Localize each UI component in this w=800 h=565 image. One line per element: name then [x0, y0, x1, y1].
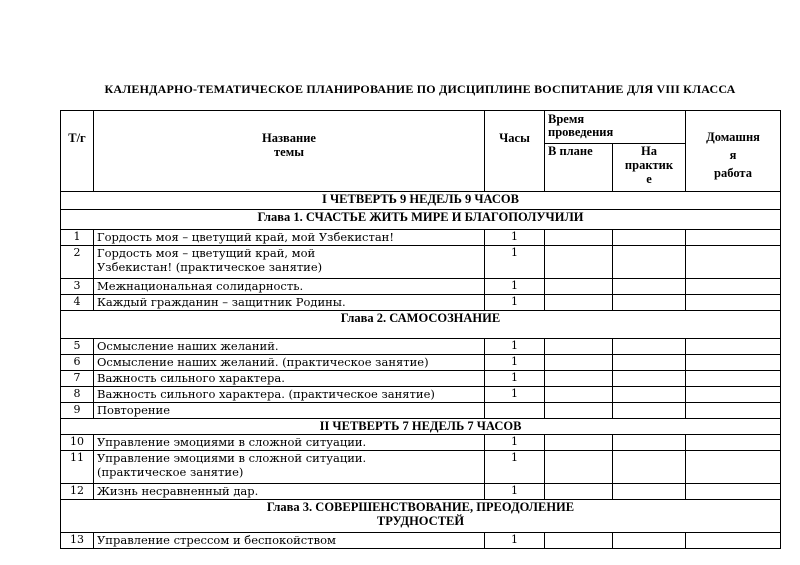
hours-cell: 1: [485, 387, 545, 403]
practice-cell: [613, 295, 686, 311]
homework-cell: [686, 403, 781, 419]
section-row: [61, 192, 781, 210]
homework-cell: [686, 435, 781, 451]
row-number: 6: [61, 355, 94, 371]
section-title: Глава 3. СОВЕРШЕНСТВОВАНИЕ, ПРЕОДОЛЕНИЕ ТРУДНОСТЕЙ: [61, 500, 781, 533]
hours-cell: 1: [485, 230, 545, 246]
practice-cell: [613, 355, 686, 371]
plan-cell: [545, 355, 613, 371]
hours-cell: 1: [485, 355, 545, 371]
plan-cell: [545, 230, 613, 246]
hours-cell: 1: [485, 295, 545, 311]
practice-cell: [613, 371, 686, 387]
row-number: 10: [61, 435, 94, 451]
practice-cell: [613, 246, 686, 279]
document-title: КАЛЕНДАРНО-ТЕМАТИЧЕСКОЕ ПЛАНИРОВАНИЕ ПО ДИСЦИПЛИНЕ ВОСПИТАНИЕ ДЛЯ VIII КЛАССА: [104, 82, 736, 96]
hours-cell: 1: [485, 435, 545, 451]
homework-cell: [686, 230, 781, 246]
table-row: [61, 295, 781, 311]
topic-cell: Важность сильного характера.: [94, 371, 485, 387]
col-header-practice: На практик е: [613, 144, 686, 192]
table-row: [61, 435, 781, 451]
row-number: 13: [61, 533, 94, 549]
row-number: 2: [61, 246, 94, 279]
col-header-plan: В плане: [545, 144, 613, 192]
row-number: 3: [61, 279, 94, 295]
homework-cell: [686, 533, 781, 549]
section-row: [61, 210, 781, 230]
plan-cell: [545, 371, 613, 387]
section-title: Глава 1. СЧАСТЬЕ ЖИТЬ МИРЕ И БЛАГОПОЛУЧИЛИ: [61, 210, 781, 230]
table-row: [61, 230, 781, 246]
row-number: 8: [61, 387, 94, 403]
section-row: [61, 419, 781, 435]
table-row: [61, 387, 781, 403]
practice-cell: [613, 435, 686, 451]
plan-cell: [545, 533, 613, 549]
practice-cell: [613, 230, 686, 246]
plan-cell: [545, 435, 613, 451]
topic-cell: Важность сильного характера. (практическое занятие): [94, 387, 485, 403]
topic-cell: Гордость моя – цветущий край, мой Узбекистан!: [94, 230, 485, 246]
topic-cell: Осмысление наших желаний.: [94, 339, 485, 355]
topic-cell: Жизнь несравненный дар.: [94, 484, 485, 500]
topic-cell: Управление эмоциями в сложной ситуации. (практическое занятие): [94, 451, 485, 484]
practice-cell: [613, 533, 686, 549]
hours-cell: 1: [485, 451, 545, 484]
row-number: 1: [61, 230, 94, 246]
homework-cell: [686, 484, 781, 500]
homework-cell: [686, 371, 781, 387]
table-row: [61, 279, 781, 295]
col-header-homework: Домашня я работа: [686, 111, 781, 192]
plan-cell: [545, 451, 613, 484]
plan-cell: [545, 295, 613, 311]
col-header-hours: Часы: [485, 111, 545, 192]
homework-cell: [686, 339, 781, 355]
table-row: [61, 246, 781, 279]
plan-cell: [545, 246, 613, 279]
table-row: [61, 371, 781, 387]
table-row: [61, 533, 781, 549]
section-row: [61, 500, 781, 533]
homework-cell: [686, 387, 781, 403]
homework-cell: [686, 279, 781, 295]
plan-cell: [545, 484, 613, 500]
header-row: [61, 111, 781, 144]
table-body: [61, 192, 781, 549]
table-row: [61, 484, 781, 500]
practice-cell: [613, 484, 686, 500]
practice-cell: [613, 451, 686, 484]
homework-cell: [686, 355, 781, 371]
topic-cell: Осмысление наших желаний. (практическое занятие): [94, 355, 485, 371]
practice-cell: [613, 279, 686, 295]
plan-cell: [545, 387, 613, 403]
topic-cell: Управление стрессом и беспокойством: [94, 533, 485, 549]
plan-cell: [545, 403, 613, 419]
homework-cell: [686, 295, 781, 311]
plan-cell: [545, 279, 613, 295]
topic-cell: Каждый гражданин – защитник Родины.: [94, 295, 485, 311]
practice-cell: [613, 387, 686, 403]
section-title: Глава 2. САМОСОЗНАНИЕ: [61, 311, 781, 339]
col-header-time: Время проведения: [545, 111, 686, 144]
row-number: 5: [61, 339, 94, 355]
section-title: I ЧЕТВЕРТЬ 9 НЕДЕЛЬ 9 ЧАСОВ: [61, 192, 781, 210]
topic-cell: Межнациональная солидарность.: [94, 279, 485, 295]
homework-cell: [686, 246, 781, 279]
row-number: 11: [61, 451, 94, 484]
table-row: [61, 339, 781, 355]
hours-cell: [485, 403, 545, 419]
plan-cell: [545, 339, 613, 355]
hours-cell: 1: [485, 279, 545, 295]
hours-cell: 1: [485, 246, 545, 279]
col-header-topic: Название темы: [94, 111, 485, 192]
hours-cell: 1: [485, 339, 545, 355]
practice-cell: [613, 339, 686, 355]
homework-cell: [686, 451, 781, 484]
topic-cell: Управление эмоциями в сложной ситуации.: [94, 435, 485, 451]
hours-cell: 1: [485, 533, 545, 549]
col-header-number: Т/г: [61, 111, 94, 192]
row-number: 7: [61, 371, 94, 387]
table-row: [61, 355, 781, 371]
practice-cell: [613, 403, 686, 419]
section-row: [61, 311, 781, 339]
table-row: [61, 451, 781, 484]
hours-cell: 1: [485, 484, 545, 500]
topic-cell: Гордость моя – цветущий край, мой Узбекистан! (практическое занятие): [94, 246, 485, 279]
topic-cell: Повторение: [94, 403, 485, 419]
row-number: 9: [61, 403, 94, 419]
planning-table: [60, 110, 781, 549]
row-number: 4: [61, 295, 94, 311]
hours-cell: 1: [485, 371, 545, 387]
table-row: [61, 403, 781, 419]
row-number: 12: [61, 484, 94, 500]
section-title: II ЧЕТВЕРТЬ 7 НЕДЕЛЬ 7 ЧАСОВ: [61, 419, 781, 435]
